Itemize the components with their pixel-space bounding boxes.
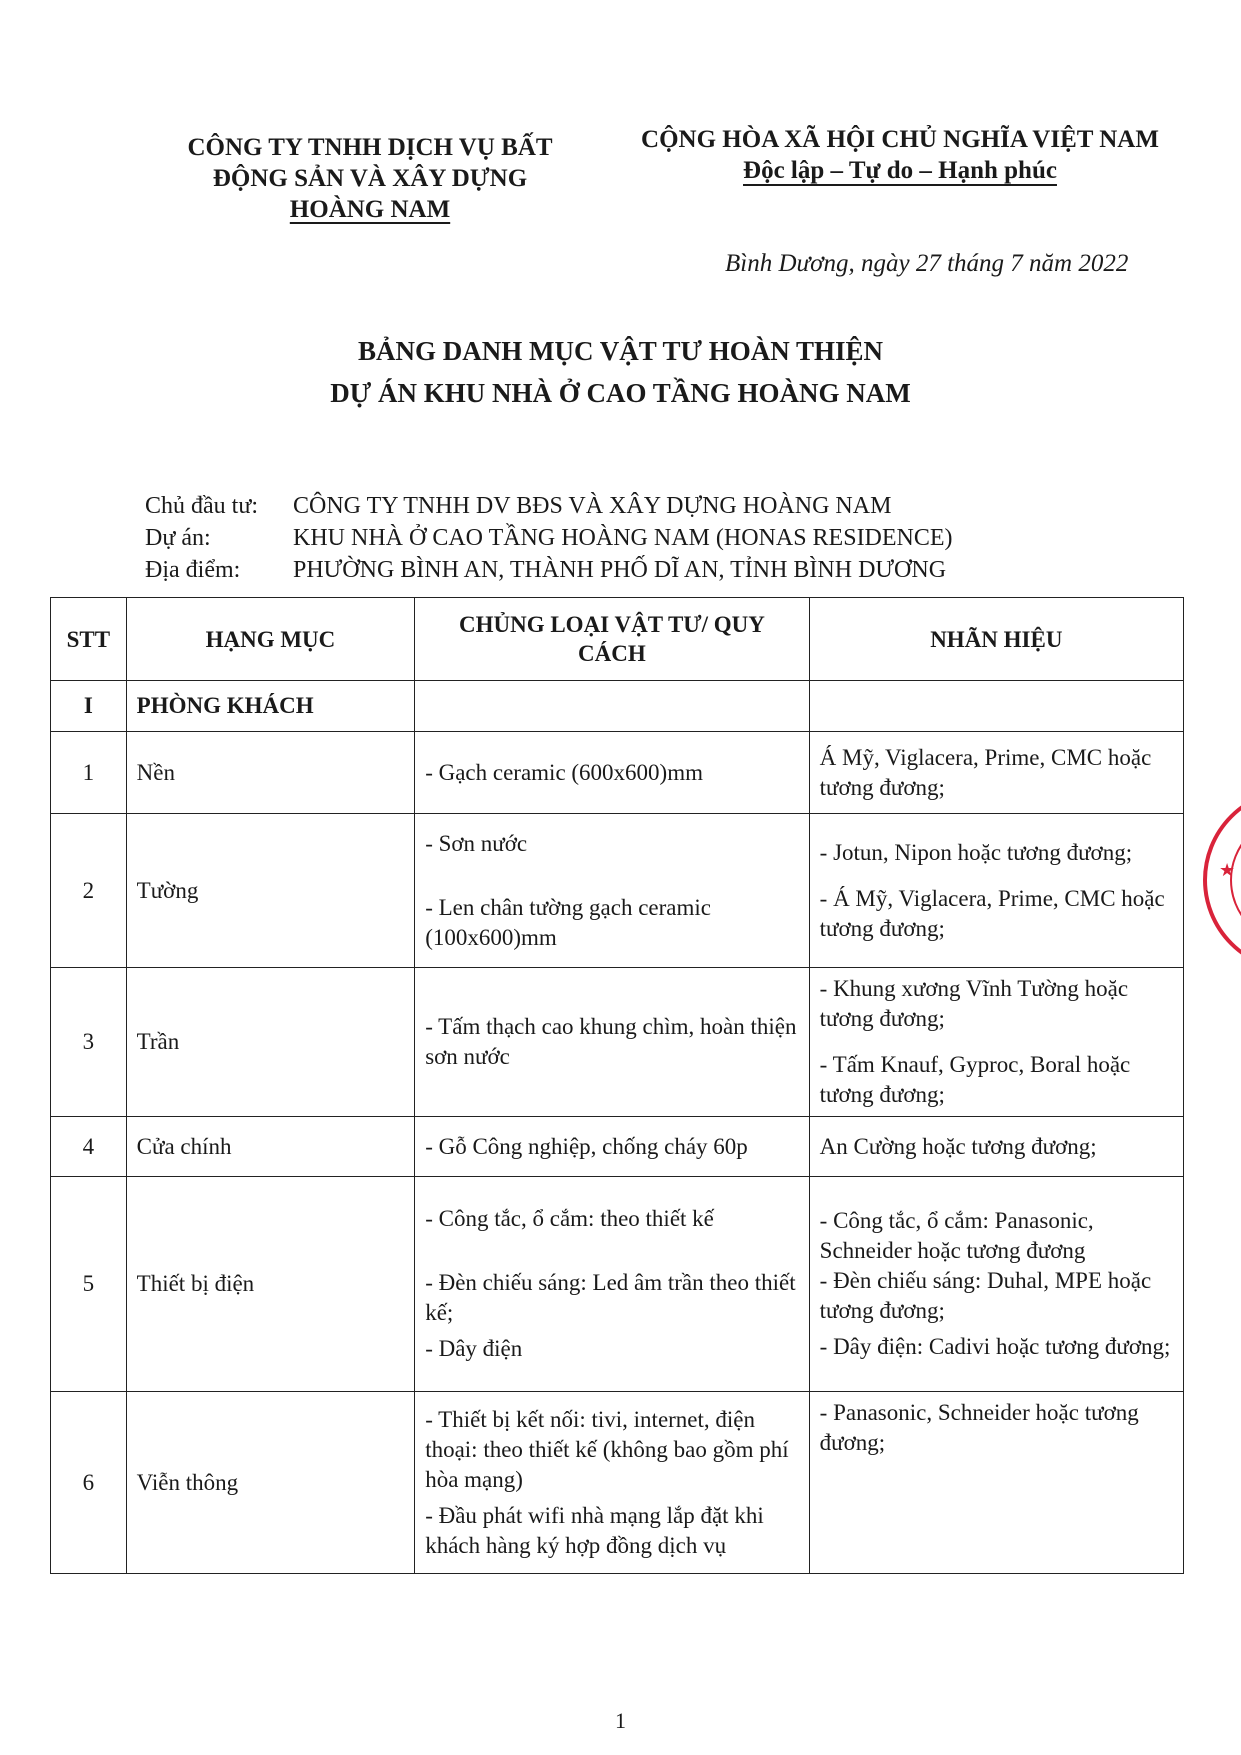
row-stt: 1 <box>51 732 127 814</box>
nation-title: CỘNG HÒA XÃ HỘI CHỦ NGHĨA VIỆT NAM <box>641 126 1159 153</box>
spec-line: - Đèn chiếu sáng: Led âm trần theo thiết kế; <box>425 1270 796 1325</box>
company-name <box>160 132 580 225</box>
brand-line: - Đèn chiếu sáng: Duhal, MPE hoặc tương đương; <box>819 1268 1152 1323</box>
row-item: Cửa chính <box>126 1117 415 1177</box>
company-line-1: CÔNG TY TNHH DỊCH VỤ BẤT <box>187 134 553 161</box>
document-title-line-2: DỰ ÁN KHU NHÀ Ở CAO TẦNG HOÀNG NAM <box>330 378 911 408</box>
empty-cell <box>809 681 1183 732</box>
project-info <box>145 490 953 586</box>
row-stt: 3 <box>51 968 127 1117</box>
row-stt: 2 <box>51 814 127 968</box>
row-stt: 5 <box>51 1177 127 1392</box>
row-item: Viễn thông <box>126 1392 415 1574</box>
info-value: KHU NHÀ Ở CAO TẦNG HOÀNG NAM (HONAS RESIDENCE) <box>293 525 953 551</box>
row-item: Nền <box>126 732 415 814</box>
header-brand: NHÃN HIỆU <box>809 598 1183 681</box>
table-row <box>51 1392 1184 1574</box>
brand-line: - Panasonic, Schneider hoặc tương đương; <box>819 1400 1139 1455</box>
row-brand <box>809 1177 1183 1392</box>
row-item: Thiết bị điện <box>126 1177 415 1392</box>
table-header-row <box>51 598 1184 681</box>
brand-line: - Dây điện: Cadivi hoặc tương đương; <box>819 1334 1171 1359</box>
spec-line: - Dây điện <box>425 1336 523 1361</box>
document-date: Bình Dương, ngày 27 tháng 7 năm 2022 <box>725 250 1129 277</box>
table-row <box>51 1117 1184 1177</box>
nation-motto: Độc lập – Tự do – Hạnh phúc <box>743 157 1057 184</box>
section-row <box>51 681 1184 732</box>
row-stt: 6 <box>51 1392 127 1574</box>
brand-line: - Khung xương Vĩnh Tường hoặc tương đương; <box>819 976 1129 1031</box>
row-spec <box>415 814 809 968</box>
brand-line: - Jotun, Nipon hoặc tương đương; <box>819 839 1133 865</box>
company-line-3: HOÀNG NAM <box>289 196 451 223</box>
row-brand <box>809 814 1183 968</box>
section-name: PHÒNG KHÁCH <box>126 681 415 732</box>
brand-line: - Á Mỹ, Viglacera, Prime, CMC hoặc tương đương; <box>819 885 1165 941</box>
brand-line: - Công tắc, ổ cắm: Panasonic, Schneider hoặc tương đương <box>819 1208 1094 1263</box>
spec-line: - Gỗ Công nghiệp, chống cháy 60p <box>425 1133 748 1159</box>
info-project <box>145 522 953 554</box>
document-title-line-1: BẢNG DANH MỤC VẬT TƯ HOÀN THIỆN <box>357 336 884 366</box>
spec-line: - Tấm thạch cao khung chìm, hoàn thiện sơn nước <box>425 1014 797 1069</box>
header-stt: STT <box>51 598 127 681</box>
company-line-2: ĐỘNG SẢN VÀ XÂY DỰNG <box>212 165 528 192</box>
row-stt: 4 <box>51 1117 127 1177</box>
info-investor <box>145 490 953 522</box>
table-row <box>51 732 1184 814</box>
red-seal-stamp <box>1195 780 1241 980</box>
info-location <box>145 554 953 586</box>
info-label: Địa điểm: <box>145 557 241 583</box>
page-number: 1 <box>615 1708 626 1733</box>
row-spec <box>415 732 809 814</box>
row-spec <box>415 1392 809 1574</box>
stamp-star-icon: ★ <box>1219 860 1236 881</box>
info-label: Dự án: <box>145 525 211 551</box>
row-brand <box>809 732 1183 814</box>
info-label: Chủ đầu tư: <box>145 493 259 519</box>
brand-line: An Cường hoặc tương đương; <box>819 1133 1097 1159</box>
spec-line: - Gạch ceramic (600x600)mm <box>425 759 703 785</box>
row-brand <box>809 1392 1183 1574</box>
table-row <box>51 968 1184 1117</box>
spec-line: - Sơn nước <box>425 830 528 856</box>
materials-table <box>50 597 1184 1574</box>
section-number: I <box>51 681 127 732</box>
row-spec <box>415 1177 809 1392</box>
spec-line: - Đầu phát wifi nhà mạng lắp đặt khi khách hàng ký hợp đồng dịch vụ <box>425 1502 764 1558</box>
header-item: HẠNG MỤC <box>126 598 415 681</box>
national-header <box>620 124 1180 186</box>
table-row <box>51 814 1184 968</box>
brand-line: Á Mỹ, Viglacera, Prime, CMC hoặc tương đương; <box>819 744 1152 800</box>
info-value: PHƯỜNG BÌNH AN, THÀNH PHỐ DĨ AN, TỈNH BÌNH DƯƠNG <box>293 557 947 583</box>
row-brand <box>809 968 1183 1117</box>
spec-line: - Công tắc, ổ cắm: theo thiết kế <box>425 1206 714 1231</box>
row-spec <box>415 968 809 1117</box>
row-item: Tường <box>126 814 415 968</box>
row-brand <box>809 1117 1183 1177</box>
brand-line: - Tấm Knauf, Gyproc, Boral hoặc tương đương; <box>819 1052 1131 1107</box>
spec-line: - Len chân tường gạch ceramic (100x600)mm <box>425 894 711 950</box>
info-value: CÔNG TY TNHH DV BĐS VÀ XÂY DỰNG HOÀNG NAM <box>293 493 892 519</box>
empty-cell <box>415 681 809 732</box>
spec-line: - Thiết bị kết nối: tivi, internet, điện thoại: theo thiết kế (không bao gồm phí hòa mạng) <box>425 1406 789 1492</box>
table-row <box>51 1177 1184 1392</box>
row-spec <box>415 1117 809 1177</box>
header-spec: CHỦNG LOẠI VẬT TƯ/ QUY CÁCH <box>415 598 809 681</box>
row-item: Trần <box>126 968 415 1117</box>
